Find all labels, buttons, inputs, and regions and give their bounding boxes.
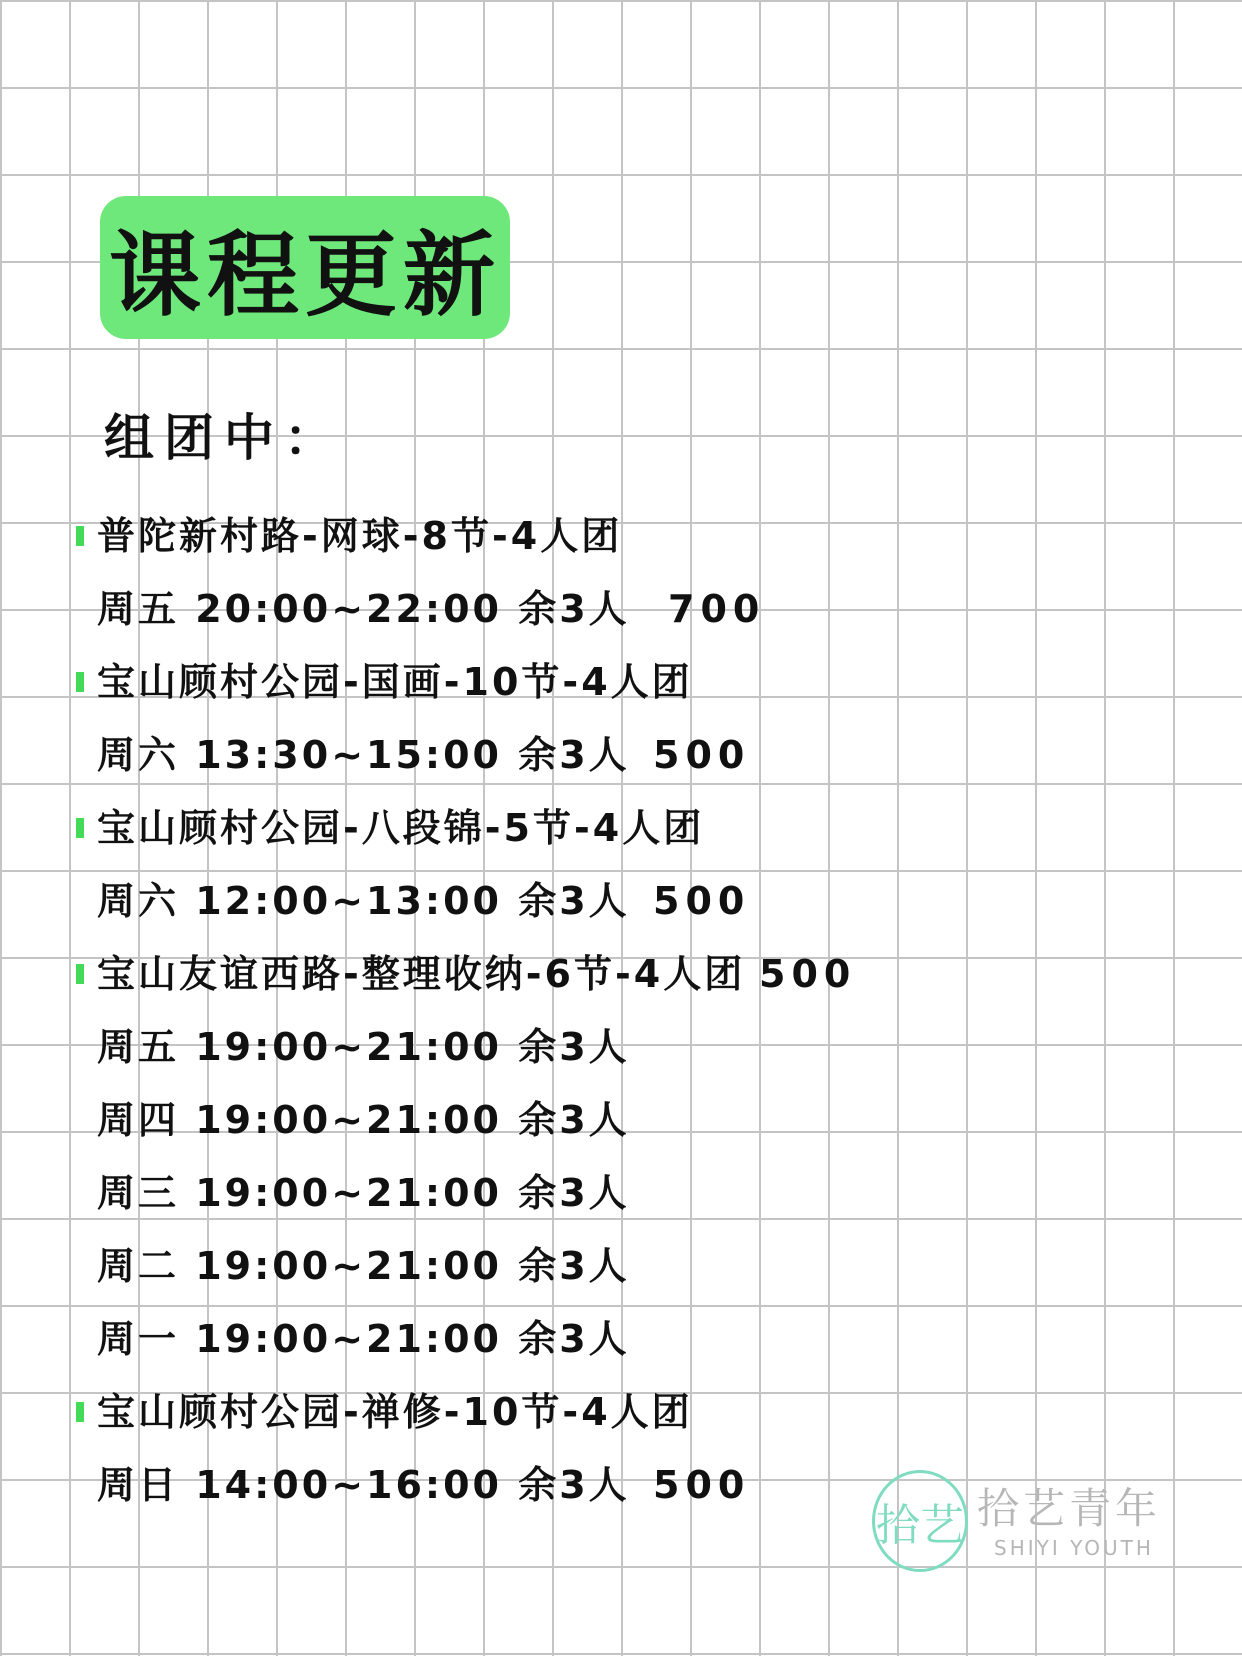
course-name: 宝山顾村公园-禅修-10节-4人团	[97, 1390, 693, 1434]
logo-name: 拾艺青年	[977, 1484, 1162, 1533]
course-name: 普陀新村路-网球-8节-4人团	[97, 514, 623, 558]
schedule-price: 500	[653, 1463, 751, 1507]
schedule-text: 周五 19:00~21:00 余3人	[97, 1025, 630, 1069]
schedule-text: 周六 13:30~15:00 余3人	[97, 733, 630, 777]
schedule-row	[97, 876, 751, 926]
course-title	[97, 949, 857, 999]
schedule-row	[97, 1095, 630, 1145]
course-title	[97, 1387, 693, 1437]
course-name: 宝山顾村公园-国画-10节-4人团	[97, 660, 693, 704]
schedule-row	[97, 584, 766, 634]
bullet-marker	[76, 526, 84, 546]
schedule-row	[97, 1314, 630, 1364]
course-name: 宝山友谊西路-整理收纳-6节-4人团	[97, 952, 746, 996]
schedule-row	[97, 1168, 630, 1218]
title-banner	[100, 196, 510, 339]
page-title: 课程更新	[108, 221, 501, 329]
course-title	[97, 511, 622, 561]
schedule-text: 周四 19:00~21:00 余3人	[97, 1098, 630, 1142]
course-price: 500	[759, 952, 857, 996]
schedule-price: 500	[653, 733, 751, 777]
bullet-marker	[76, 672, 84, 692]
schedule-text: 周五 20:00~22:00 余3人	[97, 587, 630, 631]
schedule-row	[97, 1460, 751, 1510]
bullet-marker	[76, 1402, 84, 1422]
schedule-text: 周二 19:00~21:00 余3人	[97, 1244, 630, 1288]
course-name: 宝山顾村公园-八段锦-5节-4人团	[97, 806, 705, 850]
course-title	[97, 657, 693, 707]
schedule-text: 周日 14:00~16:00 余3人	[97, 1463, 630, 1507]
schedule-text: 周一 19:00~21:00 余3人	[97, 1317, 630, 1361]
bullet-marker	[76, 964, 84, 984]
logo-english: SHIYI YOUTH	[994, 1536, 1154, 1560]
schedule-price: 700	[668, 587, 766, 631]
schedule-row	[97, 1022, 630, 1072]
schedule-row	[97, 730, 751, 780]
brand-logo	[872, 1468, 1172, 1574]
course-title	[97, 803, 704, 853]
schedule-text: 周三 19:00~21:00 余3人	[97, 1171, 630, 1215]
schedule-text: 周六 12:00~13:00 余3人	[97, 879, 630, 923]
bullet-marker	[76, 818, 84, 838]
schedule-price: 500	[653, 879, 751, 923]
schedule-row	[97, 1241, 630, 1291]
section-label: 组团中：	[104, 409, 344, 467]
logo-mark: 拾艺	[872, 1470, 968, 1572]
